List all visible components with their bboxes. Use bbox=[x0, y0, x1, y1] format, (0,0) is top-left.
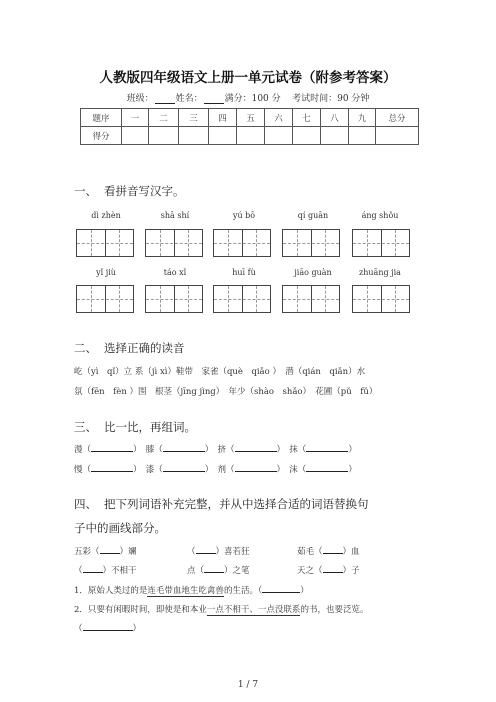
idiom-blank[interactable] bbox=[323, 545, 343, 554]
section2-number: 二、 bbox=[74, 341, 97, 355]
pinyin-label: yǐ jiù bbox=[96, 268, 116, 277]
name-blank[interactable] bbox=[204, 94, 224, 104]
section4-heading bbox=[74, 496, 369, 512]
section1-number: 一、 bbox=[74, 184, 97, 198]
question-1: 1．原始人类过的是连毛带血地生吃禽兽的生活。（ ） bbox=[74, 586, 309, 596]
answer-blank[interactable] bbox=[83, 622, 133, 631]
character-box[interactable] bbox=[145, 285, 203, 313]
idiom-blank[interactable] bbox=[196, 545, 216, 554]
score-cell[interactable] bbox=[349, 127, 376, 145]
pinyin-label: zhuāng jia bbox=[359, 268, 401, 277]
section2-title: 选择正确的读音 bbox=[104, 341, 185, 355]
word-blank[interactable] bbox=[91, 443, 133, 452]
name-label: 姓名： bbox=[175, 94, 203, 104]
word-blank[interactable] bbox=[235, 463, 277, 472]
score-header-cell: 题序 bbox=[81, 109, 122, 127]
word-blank[interactable] bbox=[235, 443, 277, 452]
score-header-cell: 七 bbox=[293, 109, 321, 127]
idiom-item: 五彩（ ）斓 bbox=[74, 547, 137, 557]
compare-row-2: 慢（ ） 漆（ ） 剂（ ） 沫（ ） bbox=[74, 465, 357, 475]
score-cell[interactable] bbox=[209, 127, 237, 145]
score-header-cell: 八 bbox=[321, 109, 349, 127]
section4-number: 四、 bbox=[74, 497, 97, 511]
word-blank[interactable] bbox=[163, 463, 205, 472]
idiom-blank[interactable] bbox=[83, 564, 103, 573]
pinyin-label: shā shí bbox=[160, 211, 190, 220]
character-box[interactable] bbox=[352, 229, 410, 257]
page-title: 人教版四年级语文上册一单元试卷（附参考答案） bbox=[99, 70, 397, 86]
section3-heading bbox=[74, 419, 196, 435]
word-blank[interactable] bbox=[306, 443, 348, 452]
score-cell[interactable] bbox=[265, 127, 293, 145]
score-header-cell: 一 bbox=[122, 109, 149, 127]
score-header-cell: 二 bbox=[149, 109, 179, 127]
exam-info bbox=[0, 91, 496, 104]
score-cell[interactable] bbox=[321, 127, 349, 145]
score-cell[interactable] bbox=[293, 127, 321, 145]
character-box[interactable] bbox=[213, 229, 271, 257]
score-header-cell: 六 bbox=[265, 109, 293, 127]
word-blank[interactable] bbox=[91, 463, 133, 472]
score-cell[interactable] bbox=[376, 127, 419, 145]
score-cell[interactable] bbox=[237, 127, 265, 145]
class-blank[interactable] bbox=[155, 94, 175, 104]
page-number: 1 / 7 bbox=[237, 680, 259, 690]
score-table-score-row bbox=[81, 127, 419, 145]
pinyin-label: táo xǐ bbox=[163, 268, 187, 277]
question-2: 2．只要有闲暇时间，即使是和本业一点不相干、一点没联系的书，也要泛览。 bbox=[74, 605, 369, 615]
section3-title: 比一比，再组词。 bbox=[104, 420, 196, 434]
pinyin-label: dì zhèn bbox=[91, 211, 121, 220]
score-row-label: 得分 bbox=[81, 127, 122, 145]
score-header-cell: 四 bbox=[209, 109, 237, 127]
idiom-blank[interactable] bbox=[323, 564, 343, 573]
pinyin-label: áng shǒu bbox=[361, 211, 399, 220]
word-blank[interactable] bbox=[306, 463, 348, 472]
character-box[interactable] bbox=[352, 285, 410, 313]
pronunciation-line-1: 屹（yì qǐ）立 系（jì xì）鞋带 家雀（què qiǎo ） 潜（qián qiǎn）水 bbox=[74, 367, 366, 377]
character-box[interactable] bbox=[213, 285, 271, 313]
class-label: 班级： bbox=[126, 94, 154, 104]
score-header-cell: 三 bbox=[179, 109, 209, 127]
underlined-phrase: 连毛带血地生吃禽兽 bbox=[147, 586, 224, 596]
idiom-item: 天之（ ）子 bbox=[297, 566, 360, 576]
section4-title-line2: 子中的画线部分。 bbox=[74, 521, 166, 535]
score-header-cell: 五 bbox=[237, 109, 265, 127]
idiom-item: 茹毛（ ）血 bbox=[297, 547, 360, 557]
pinyin-label: jiāo guàn bbox=[294, 268, 332, 277]
section4-title-line1: 把下列词语补充完整，并从中选择合适的词语替换句 bbox=[104, 497, 369, 511]
pinyin-label: huī fù bbox=[232, 268, 256, 277]
score-cell[interactable] bbox=[149, 127, 179, 145]
score-header-cell: 九 bbox=[349, 109, 376, 127]
answer-blank[interactable] bbox=[262, 584, 300, 593]
section2-heading bbox=[74, 340, 185, 356]
score-table-header-row bbox=[81, 109, 419, 127]
idiom-item: （ ）喜若狂 bbox=[187, 547, 250, 557]
compare-row-1: 漫（ ） 膝（ ） 挤（ ） 抹（ ） bbox=[74, 445, 357, 455]
idiom-item: （ ）不相干 bbox=[74, 566, 137, 576]
score-header-cell: 总分 bbox=[376, 109, 419, 127]
character-box[interactable] bbox=[145, 229, 203, 257]
question-2-answer: （ ） bbox=[74, 624, 142, 634]
character-box[interactable] bbox=[282, 285, 340, 313]
exam-time: 考试时间：90 分钟 bbox=[292, 94, 370, 104]
score-cell[interactable] bbox=[122, 127, 149, 145]
character-box[interactable] bbox=[282, 229, 340, 257]
character-box[interactable] bbox=[76, 229, 134, 257]
pinyin-label: yú bō bbox=[232, 211, 256, 220]
idiom-blank[interactable] bbox=[204, 564, 224, 573]
character-box[interactable] bbox=[76, 285, 134, 313]
word-blank[interactable] bbox=[163, 443, 205, 452]
section1-heading bbox=[74, 183, 185, 199]
section1-title: 看拼音写汉字。 bbox=[104, 184, 185, 198]
score-table bbox=[80, 108, 419, 145]
idiom-item: 点（ ）之笔 bbox=[187, 566, 250, 576]
pronunciation-line-2: 氛（fēn fèn ）围 根茎（jīng jìng） 年少（shào shǎo） 花圃（pǔ fǔ） bbox=[74, 387, 378, 397]
score-cell[interactable] bbox=[179, 127, 209, 145]
pinyin-label: qí guān bbox=[297, 211, 329, 220]
section3-number: 三、 bbox=[74, 420, 97, 434]
underlined-phrase: 一点不相干、一点没联系 bbox=[206, 605, 301, 615]
idiom-blank[interactable] bbox=[100, 545, 120, 554]
full-score: 满分：100 分 bbox=[224, 94, 281, 104]
